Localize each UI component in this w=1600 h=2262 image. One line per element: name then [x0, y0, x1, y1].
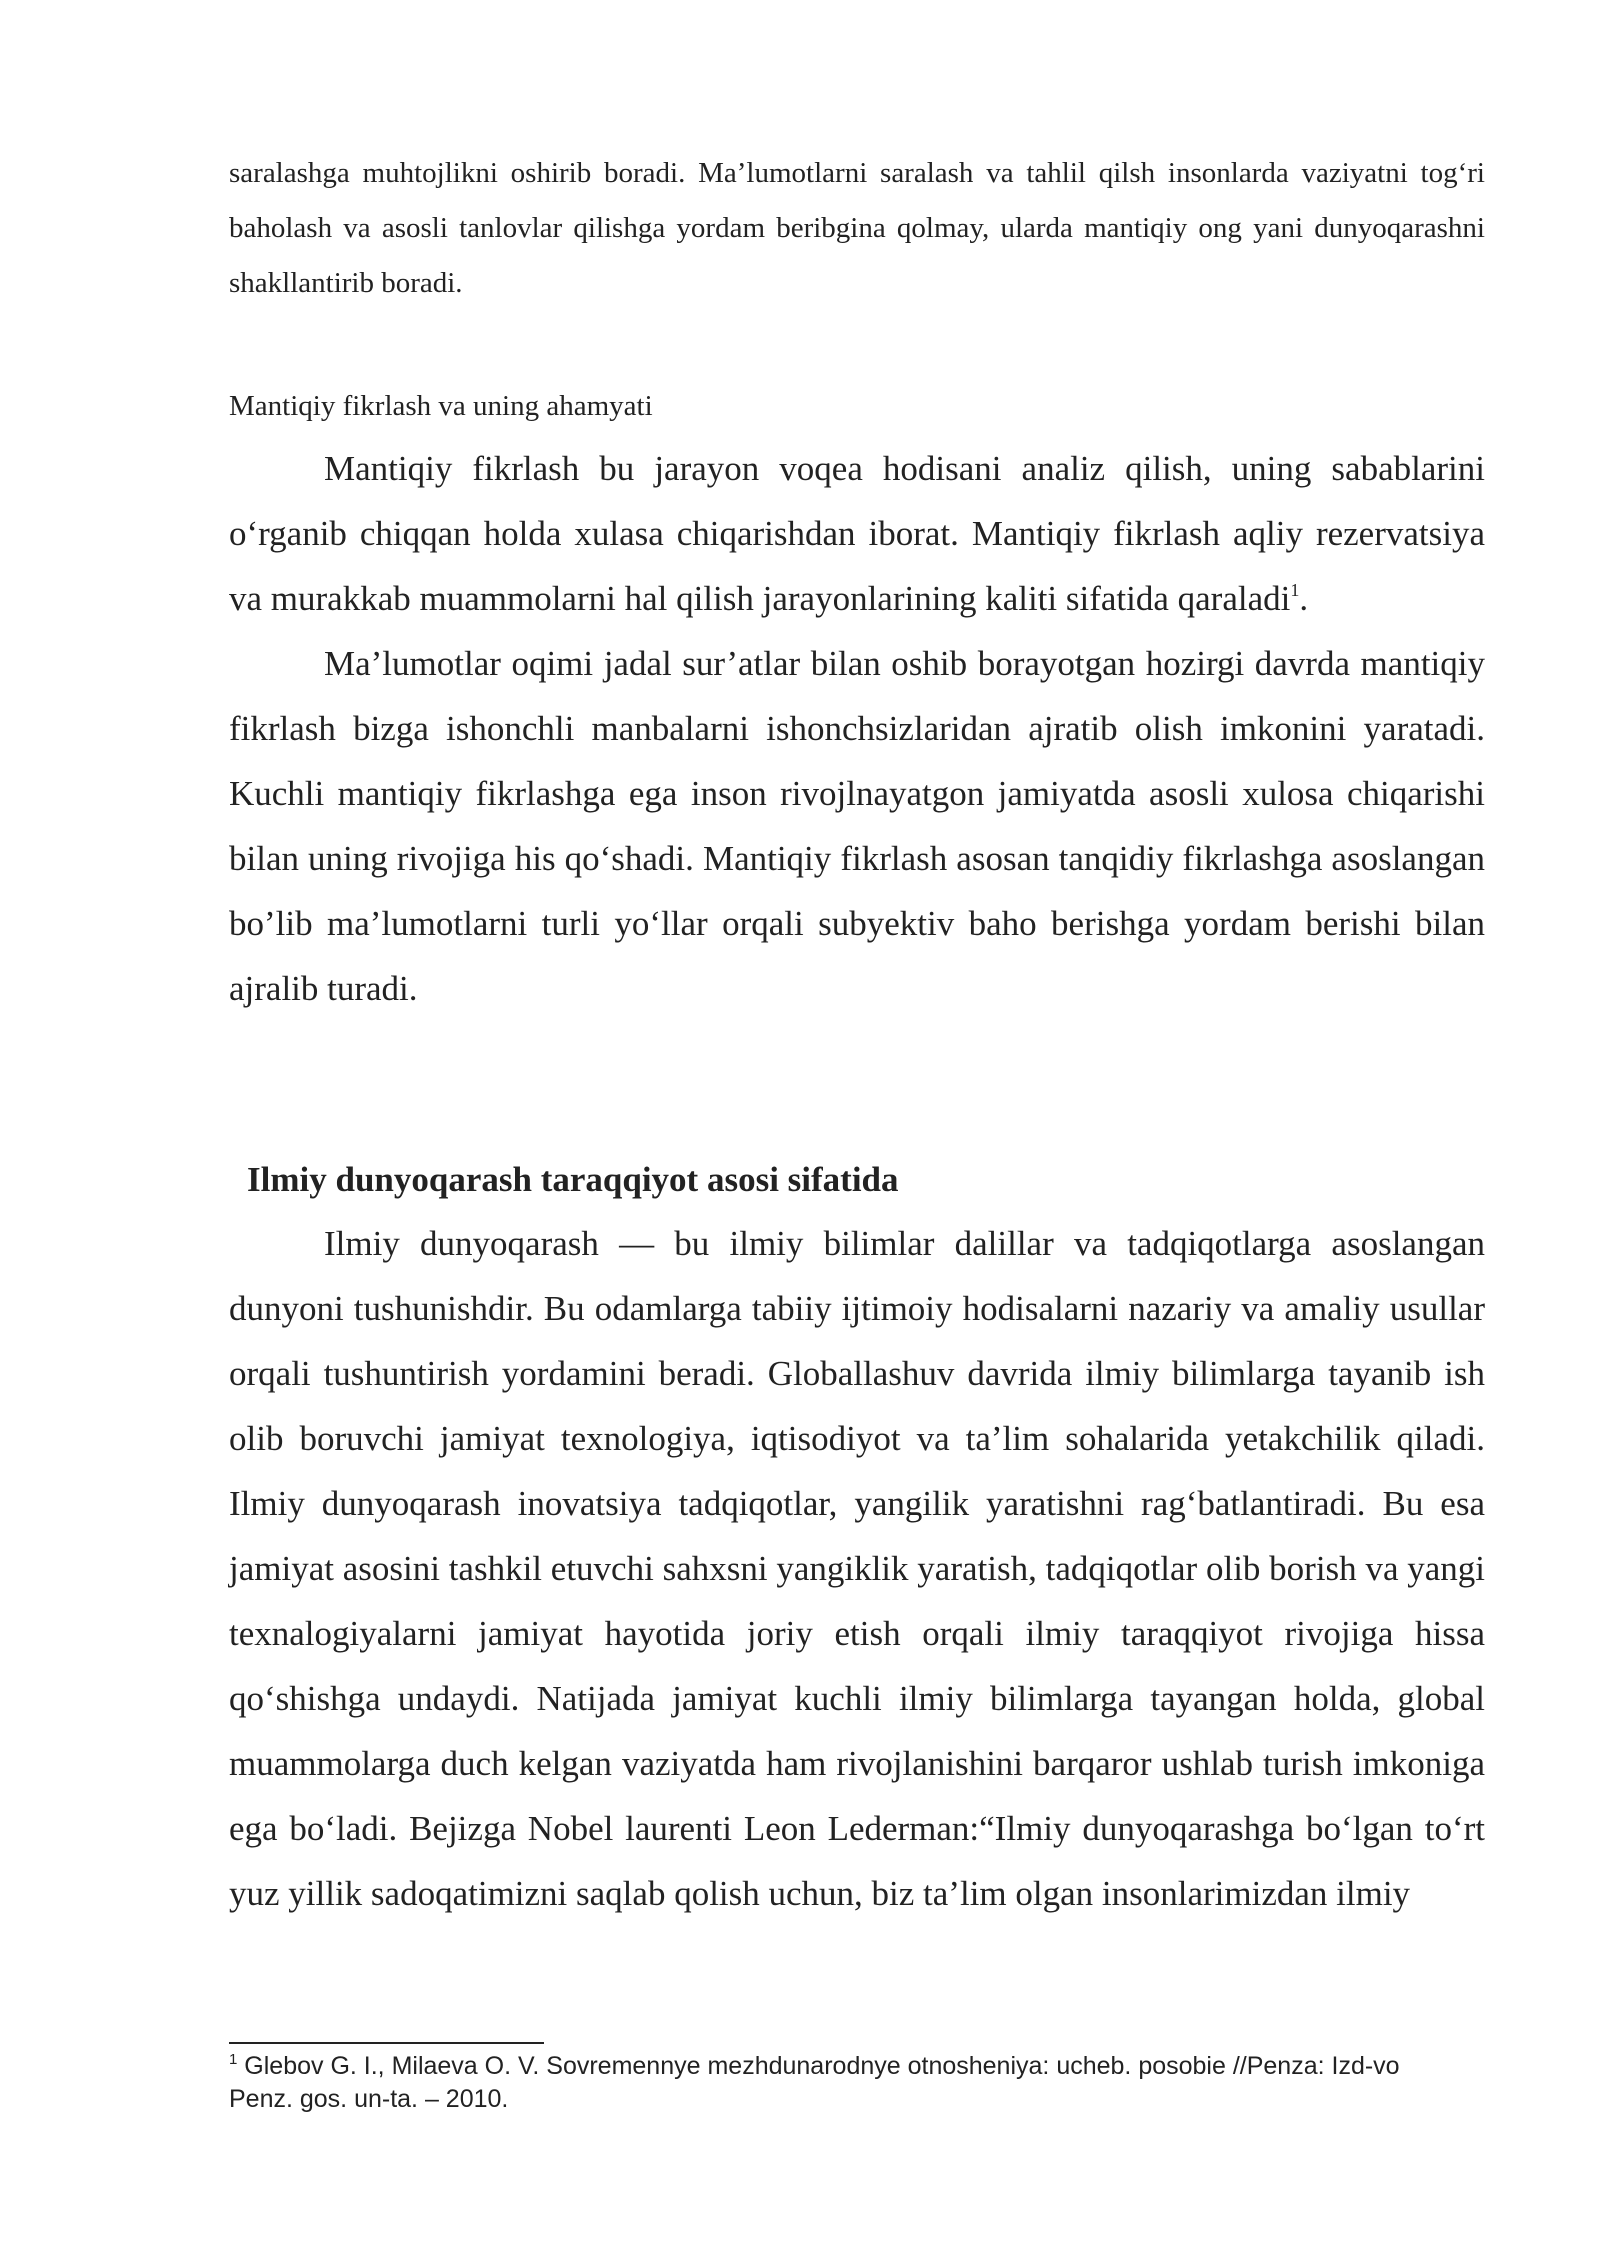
paragraph-text: Mantiqiy fikrlash bu jarayon voqea hodisani analiz qilish, uning sabablarini o‘rganib chiqqan holda xulasa chiqarishdan iborat. Mantiqiy fikrlash aqliy rezervatsiya va murakkab muammolarni hal qilish jarayonlarining kaliti sifatida qaraladi	[229, 449, 1485, 618]
body-paragraph: Ma’lumotlar oqimi jadal sur’atlar bilan oshib borayotgan hozirgi davrda mantiqiy fikrlash bizga ishonchli manbalarni ishonchsizlaridan ajratib olish imkonini yaratadi. Kuchli mantiqiy fikrlashga ega inson rivojlnayatgon jamiyatda asosli xulosa chiqarishi bilan uning rivojiga his qo‘shadi. Mantiqiy fikrlash asosan tanqidiy fikrlashga asoslangan bo’lib ma’lumotlarni turli yo‘llar orqali subyektiv baho berishga yordam berishi bilan ajralib turadi.	[229, 644, 1485, 1008]
footnote-number: 1	[229, 2051, 238, 2068]
footnote-separator	[229, 2042, 544, 2044]
section-heading-scientific-worldview: Ilmiy dunyoqarash taraqqiyot asosi sifatida	[247, 1160, 899, 1199]
intro-paragraph: saralashga muhtojlikni oshirib boradi. Ma’lumotlarni saralash va tahlil qilsh insonlarda vaziyatni tog‘ri baholash va asosli tanlovlar qilishga yordam beribgina qolmay, ularda mantiqiy ong yani dunyoqarashni shakllantirib boradi.	[229, 157, 1485, 299]
body-paragraph	[229, 436, 1485, 631]
section-scientific-worldview	[229, 1211, 1485, 1926]
footnote-text: Glebov G. I., Milaeva O. V. Sovremennye mezhdunarodnye otnosheniya: ucheb. posobie //Penza: Izd-vo Penz. gos. un-ta. – 2010.	[229, 2052, 1400, 2113]
footnote-reference[interactable]: 1	[1290, 580, 1300, 600]
intro-paragraph-block	[229, 146, 1485, 311]
body-paragraph: Ilmiy dunyoqarash — bu ilmiy bilimlar dalillar va tadqiqotlarga asoslangan dunyoni tushunishdir. Bu odamlarga tabiiy ijtimoiy hodisalarni nazariy va amaliy usullar orqali tushuntirish yordamini beradi. Globallashuv davrida ilmiy bilimlarga tayanib ish olib boruvchi jamiyat texnologiya, iqtisodiyot va ta’lim sohalarida yetakchilik qiladi. Ilmiy dunyoqarash inovatsiya tadqiqotlar, yangilik yaratishni rag‘batlantiradi. Bu esa jamiyat asosini tashkil etuvchi sahxsni yangiklik yaratish, tadqiqotlar olib borish va yangi texnalogiyalarni jamiyat hayotida joriy etish orqali ilmiy taraqqiyot rivojiga hissa qo‘shishga undaydi. Natijada jamiyat kuchli ilmiy bilimlarga tayangan holda, global muammolarga duch kelgan vaziyatda ham rivojlanishini barqaror ushlab turish imkoniga ega bo‘ladi. Bejizga Nobel laurenti Leon Lederman:“Ilmiy dunyoqarashga bo‘lgan to‘rt yuz yillik sadoqatimizni saqlab qolish uchun, biz ta’lim olgan insonlarimizdan ilmiy	[229, 1224, 1485, 1913]
paragraph-end: .	[1299, 579, 1309, 618]
section-heading-logical-thinking: Mantiqiy fikrlash va uning ahamyati	[229, 390, 653, 422]
footnote	[229, 2050, 1469, 2116]
section-logical-thinking	[229, 436, 1485, 1021]
